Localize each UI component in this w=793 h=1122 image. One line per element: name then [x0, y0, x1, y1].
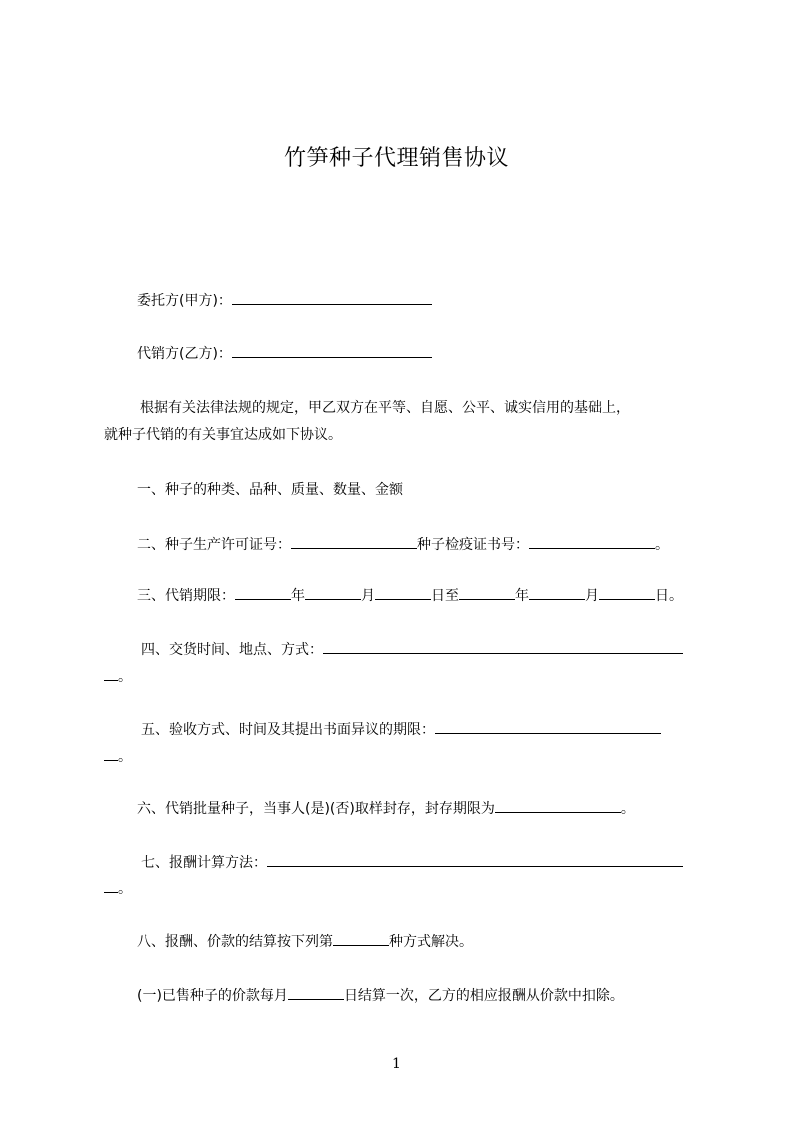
remuneration-blank-cont[interactable] [104, 878, 118, 893]
section-2-end: 。 [655, 537, 669, 553]
seal-period-blank[interactable] [495, 798, 621, 813]
settlement-day-blank[interactable] [288, 985, 344, 1000]
delivery-blank[interactable] [323, 639, 683, 654]
section-5-end: 。 [118, 749, 132, 765]
section-5-label: 五、验收方式、时间及其提出书面异议的期限： [141, 722, 435, 738]
section-8 [137, 931, 473, 952]
day-end-text: 日。 [655, 588, 683, 604]
section-6-label: 六、代销批量种子，当事人(是)(否)取样封存，封存期限为 [137, 801, 495, 817]
section-7-cont [104, 878, 132, 899]
settlement-option-blank[interactable] [333, 931, 389, 946]
section-6 [137, 798, 635, 819]
section-3 [137, 585, 683, 606]
section-7 [141, 852, 683, 873]
section-8-item-1-end: 日结算一次，乙方的相应报酬从价款中扣除。 [343, 988, 624, 1004]
acceptance-blank-cont[interactable] [104, 746, 118, 761]
party-a-label: 委托方(甲方)： [137, 293, 232, 309]
section-1: 一、种子的种类、品种、质量、数量、金额 [137, 482, 403, 498]
month-text-1: 月 [361, 588, 375, 604]
section-3-label: 三、代销期限： [137, 588, 235, 604]
end-day-blank[interactable] [599, 585, 655, 600]
section-7-label: 七、报酬计算方法： [141, 855, 267, 871]
document-title: 竹笋种子代理销售协议 [283, 146, 509, 171]
remuneration-method-blank[interactable] [267, 852, 683, 867]
license-number-blank[interactable] [291, 534, 417, 549]
month-text-2: 月 [585, 588, 599, 604]
delivery-blank-cont[interactable] [104, 666, 118, 681]
section-6-end: 。 [620, 801, 635, 817]
section-8-item-1 [137, 985, 624, 1006]
party-b-blank[interactable] [232, 343, 432, 358]
section-5-cont [104, 746, 132, 767]
page-number: 1 [392, 1056, 401, 1072]
section-7-end: 。 [118, 881, 132, 897]
party-b-label: 代销方(乙方)： [137, 346, 232, 362]
section-4-end: 。 [118, 669, 132, 685]
section-4-cont [104, 666, 132, 687]
day-to-text: 日至 [431, 588, 459, 604]
section-2 [137, 534, 669, 555]
section-8-item-1-label: (一)已售种子的价款每月 [137, 988, 288, 1004]
section-8-end: 种方式解决。 [389, 934, 473, 950]
section-2-quarantine-label: 种子检疫证书号： [417, 537, 529, 553]
section-8-label: 八、报酬、价款的结算按下列第 [137, 934, 333, 950]
start-day-blank[interactable] [375, 585, 431, 600]
start-month-blank[interactable] [305, 585, 361, 600]
year-text-1: 年 [291, 588, 305, 604]
party-a-line [137, 290, 432, 311]
intro-line-2: 就种子代销的有关事宜达成如下协议。 [104, 427, 342, 443]
quarantine-number-blank[interactable] [529, 534, 655, 549]
acceptance-blank[interactable] [435, 719, 661, 734]
end-month-blank[interactable] [529, 585, 585, 600]
party-b-line [137, 343, 432, 364]
intro-line-1: 根据有关法律法规的规定，甲乙双方在平等、自愿、公平、诚实信用的基础上， [140, 400, 630, 416]
section-2-license-label: 二、种子生产许可证号： [137, 537, 291, 553]
start-year-blank[interactable] [235, 585, 291, 600]
section-5 [141, 719, 661, 740]
end-year-blank[interactable] [459, 585, 515, 600]
party-a-blank[interactable] [232, 290, 432, 305]
year-text-2: 年 [515, 588, 529, 604]
section-4-label: 四、交货时间、地点、方式： [141, 642, 323, 658]
section-4 [141, 639, 683, 660]
